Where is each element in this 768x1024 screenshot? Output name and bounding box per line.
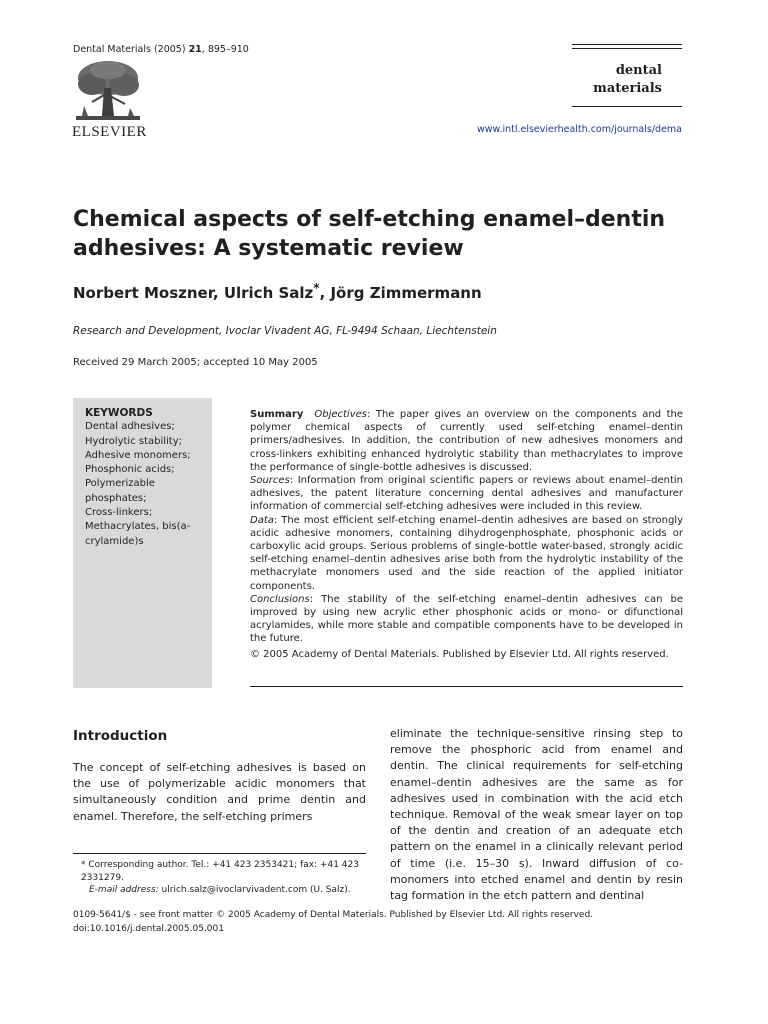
page-footer xyxy=(73,908,593,936)
issn-line: 0109-5641/$ - see front matter © 2005 Academy of Dental Materials. Published by Elsevier Ltd. All rights reserved. xyxy=(73,910,594,920)
keyword-item: Hydrolytic stability; xyxy=(85,435,183,447)
keywords-box xyxy=(73,398,212,688)
abstract xyxy=(250,408,683,661)
keyword-item: Dental adhesives; xyxy=(85,421,175,433)
abstract-objectives xyxy=(250,408,683,474)
affiliation: Research and Development, Ivoclar Vivadent AG, FL-9494 Schaan, Liechtenstein xyxy=(73,325,497,337)
corresponding-star: * xyxy=(313,281,320,295)
corresponding-author: * Corresponding author. Tel.: +41 423 2353421; fax: +41 423 2331279. xyxy=(81,860,359,883)
citation-pages: , 895–910 xyxy=(201,44,249,55)
keyword-item: Polymerizable xyxy=(85,478,155,490)
email-address[interactable]: ulrich.salz@ivoclarvivadent.com (U. Salz). xyxy=(158,885,351,895)
keyword-item: Methacrylates, bis(a- xyxy=(85,521,191,533)
summary-label: Summary xyxy=(250,409,304,420)
keyword-item: Adhesive monomers; xyxy=(85,449,191,461)
abstract-sources xyxy=(250,474,683,514)
copyright-line: © 2005 Academy of Dental Materials. Published by Elsevier Ltd. All rights reserved. xyxy=(250,648,669,660)
journal-title xyxy=(572,62,662,98)
author-list xyxy=(73,281,482,302)
citation-prefix: Dental Materials (2005) xyxy=(73,44,189,55)
keyword-item: Phosphonic acids; xyxy=(85,464,175,476)
section-heading: Introduction xyxy=(73,728,168,744)
data-text: : The most efficient self-etching enamel–dentin adhesives are based on strongly acidic adhesive monomers, containing dihydrogenphosphate, phosphonic acids or carboxylic acid groups. Serious problems of single-bottle water-based, strongly acidic self-etching enamel–dentin adhesives arise both from the hydrolytic instability of the methacrylate monomers used and the side reaction of the applied initiator components. xyxy=(250,514,683,592)
bottom-rule xyxy=(572,106,682,107)
authors-part-a: Norbert Moszner, Ulrich Salz xyxy=(73,284,314,302)
top-rule xyxy=(572,44,682,45)
citation-volume: 21 xyxy=(188,44,202,55)
abstract-rule xyxy=(250,686,683,687)
data-label: Data xyxy=(250,514,274,526)
doi-line[interactable]: doi:10.1016/j.dental.2005.05.001 xyxy=(73,924,224,934)
top-rule-2 xyxy=(572,48,682,49)
abstract-conclusions xyxy=(250,593,683,646)
body-right-column: eliminate the technique-sensitive rinsing step to remove the phosphoric acid from enamel and dentin. The clinical requirements for self-etching enamel–dentin adhesives are the same as for adhesives used in combination with the acid etch technique. Removal of the weak smear layer on top of the dentin and creation of an adequate etch pattern on the enamel in a clinically relevant period of time (i.e. 15–30 s). Inward diffusion of co-monomers into etched enamel and dentin by resin tag formation in the etch pattern and dentinal xyxy=(390,727,683,903)
abstract-data xyxy=(250,514,683,593)
email-line xyxy=(73,884,366,897)
email-label: E-mail address: xyxy=(89,885,159,895)
footnote xyxy=(73,859,366,897)
publisher-name: ELSEVIER xyxy=(72,124,147,140)
keyword-item: crylamide)s xyxy=(85,535,144,547)
citation-line xyxy=(73,44,249,55)
keywords-heading: KEYWORDS xyxy=(85,407,153,419)
footnote-rule xyxy=(73,853,366,854)
body-left-column: The concept of self-etching adhesives is based on the use of polymerizable acidic monomers that simultaneously condition and prime dentin and enamel. Therefore, the self-etching primers xyxy=(73,761,366,823)
journal-title-line2: materials xyxy=(593,81,662,96)
conclusions-label: Conclusions xyxy=(250,593,310,605)
authors-part-b: , Jörg Zimmermann xyxy=(319,284,482,302)
journal-title-line1: dental xyxy=(615,63,662,78)
objectives-label: Objectives xyxy=(314,409,367,420)
keyword-item: Cross-linkers; xyxy=(85,507,153,519)
sources-text: : Information from original scientific papers or reviews about enamel–dentin adhesives, the patent literature concerning dental adhesives and manufacturer information of commercial self-etching adhesives were included in this review. xyxy=(250,475,683,513)
journal-url-link[interactable]: www.intl.elsevierhealth.com/journals/dema xyxy=(476,124,682,135)
received-dates: Received 29 March 2005; accepted 10 May 2005 xyxy=(73,357,318,368)
article-title: Chemical aspects of self-etching enamel–dentin adhesives: A systematic review xyxy=(73,207,666,261)
keyword-item: phosphates; xyxy=(85,492,147,504)
conclusions-text: : The stability of the self-etching enamel–dentin adhesives can be improved by using new acrylic ether phosphonic acids or mono- or difunctional acrylamides, while more stable and compatible components have to be developed in the future. xyxy=(250,593,683,645)
sources-label: Sources xyxy=(250,475,290,487)
objectives-text: : The paper gives an overview on the components and the polymer chemical aspects of currently used self-etching enamel–dentin primers/adhesives. In addition, the contribution of new adhesives monomers and cross-linkers exhibiting enhanced hydrolytic stability than methacrylates to improve the performance of single-bottle adhesives is discussed. xyxy=(250,409,683,473)
